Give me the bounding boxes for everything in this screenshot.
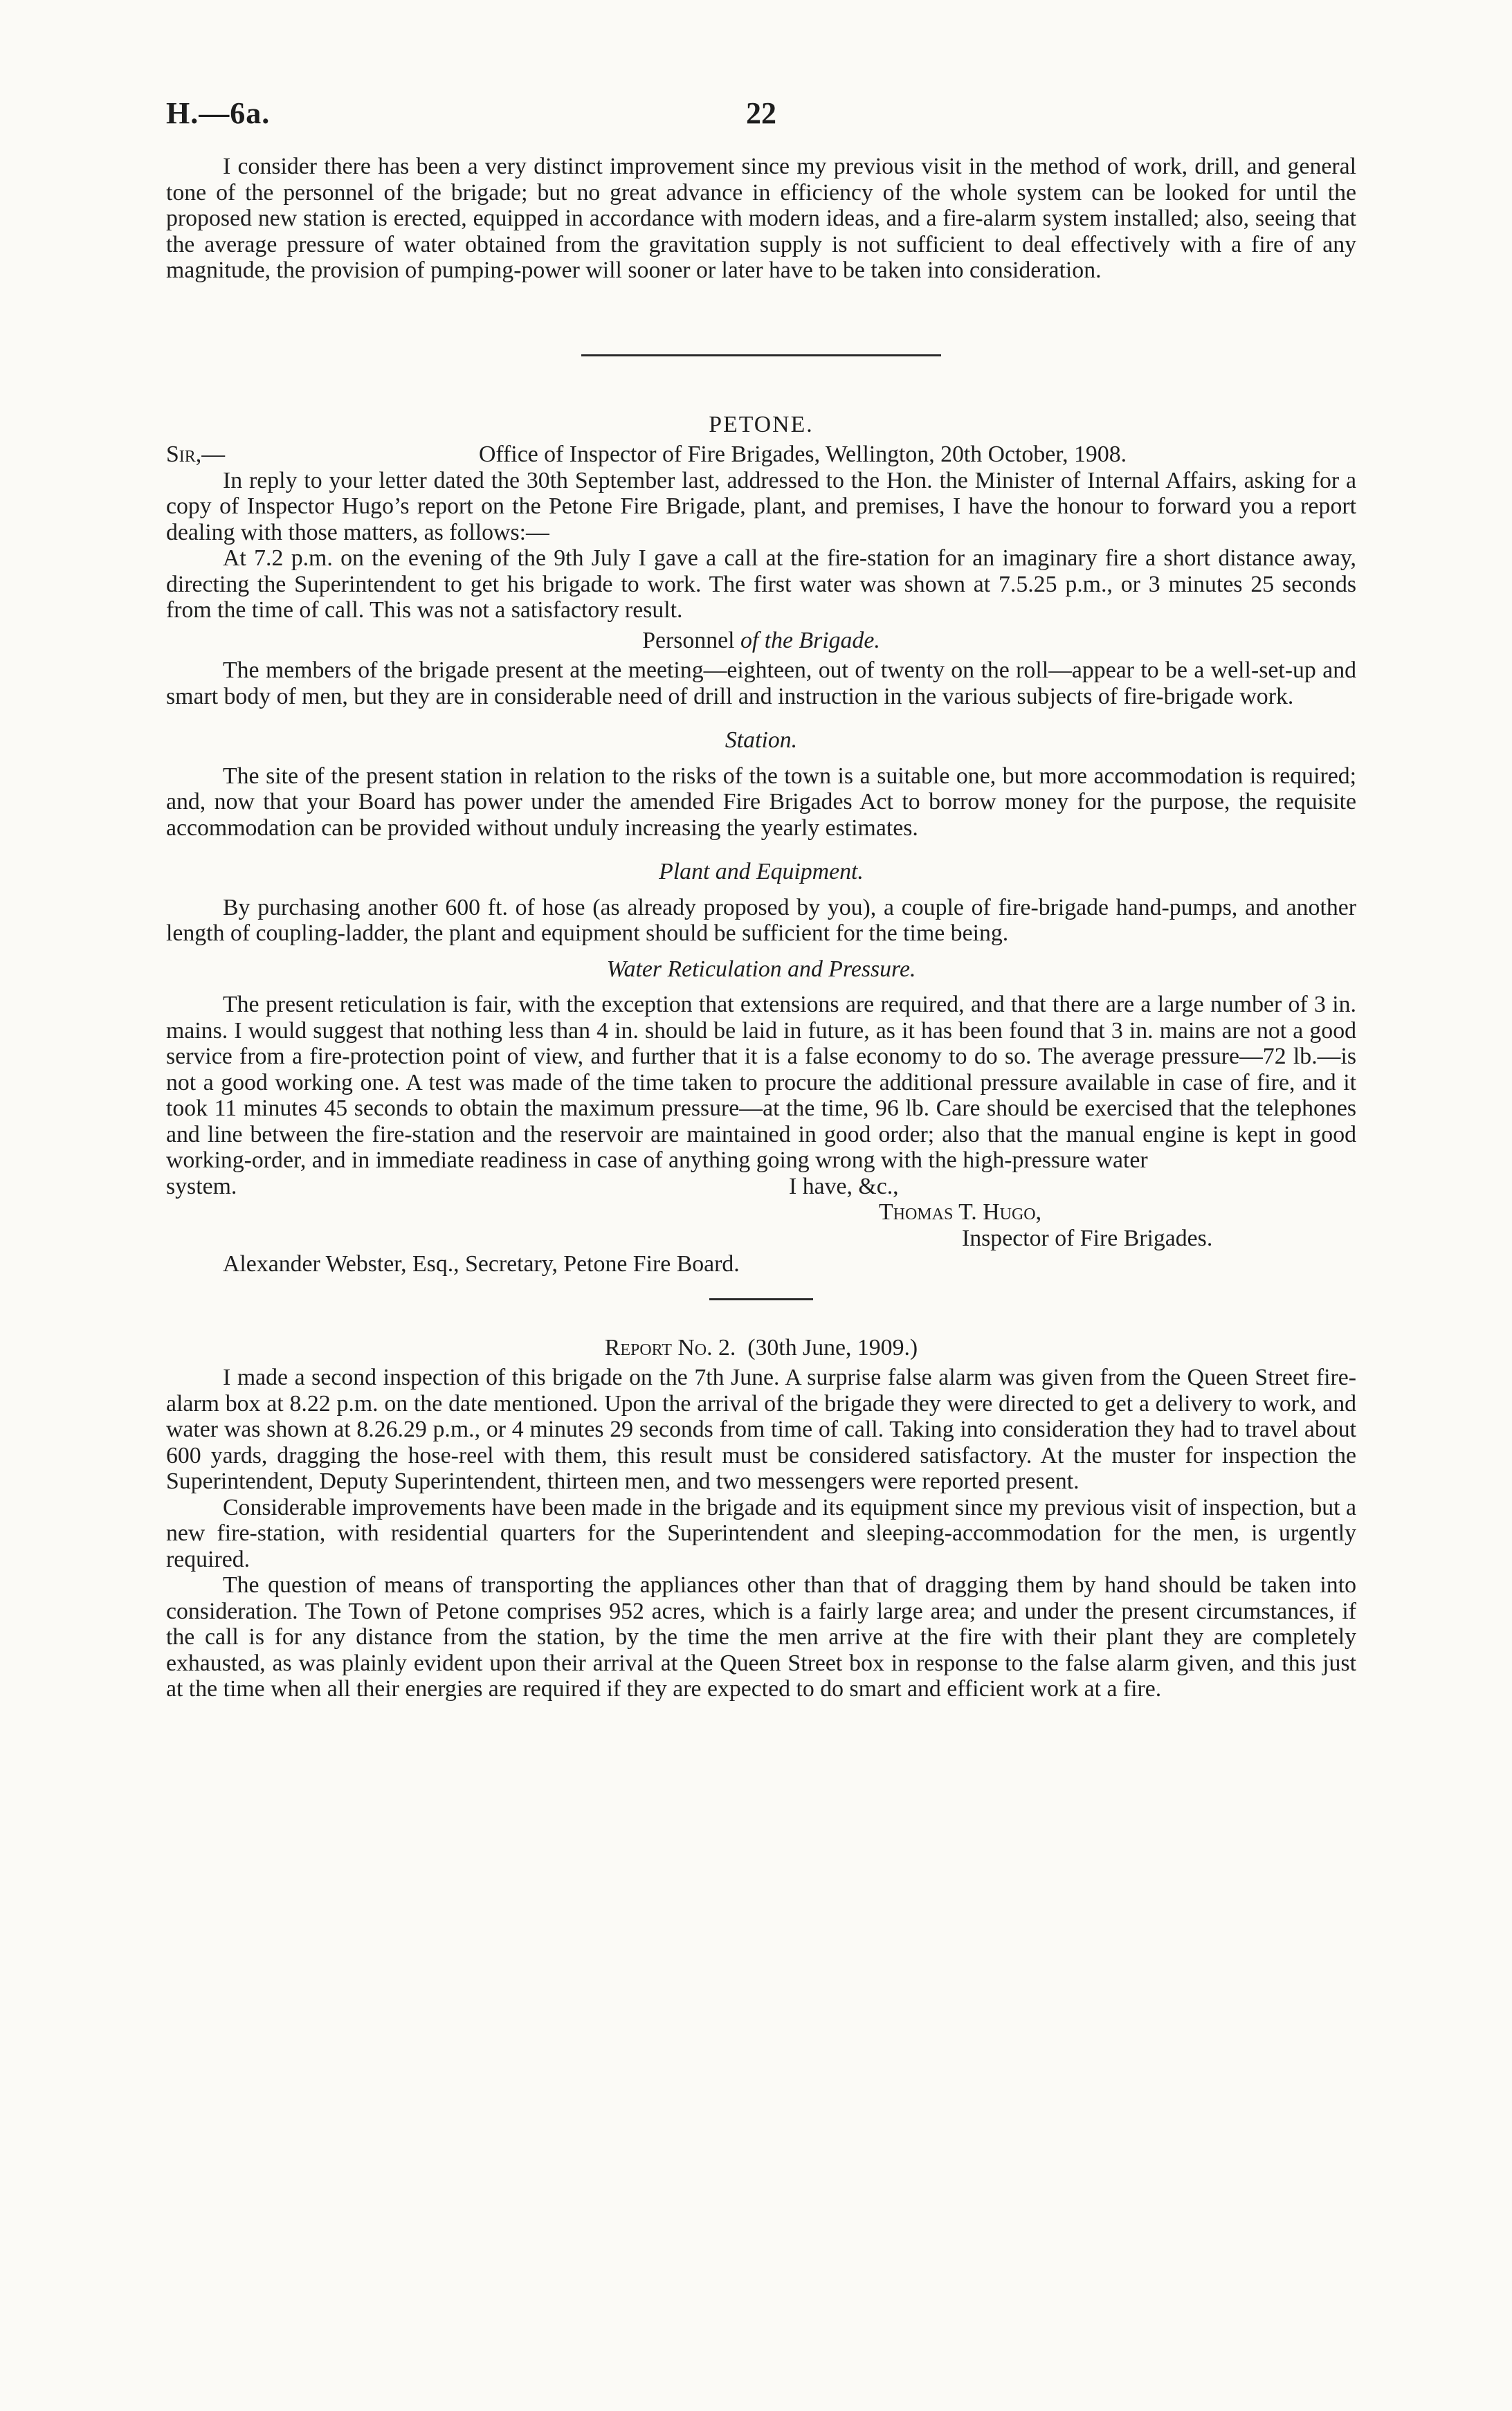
page-header: [166, 95, 1356, 137]
letter-dateline: [166, 442, 1356, 468]
report-2-paragraph-3: The question of means of transporting the appliances other than that of dragging them by hand should be taken into consideration. The Town of Petone comprises 952 acres, which is a fairly large area; and under the present circumstances, if the call is for any distance from the station, by the time the men arrive at the fire with their plant they are completely exhausted, as was plainly evident upon their arrival at the Queen Street box in response to the false alarm given, and this just at the time when all their energies are required if they are expected to do smart and efficient work at a fire.: [166, 1572, 1356, 1702]
addressee-line: Alexander Webster, Esq., Secretary, Petone Fire Board.: [223, 1251, 740, 1277]
report-2-paragraph-2: Considerable improvements have been made in the brigade and its equipment since my previous visit of inspection, but a new fire-station, with residential quarters for the Superintendent and sleeping-accommodation for the men, is urgently required.: [166, 1494, 1356, 1572]
report-number: Report No. 2.: [604, 1334, 736, 1361]
page-number: 22: [746, 96, 776, 130]
section-divider-short: [709, 1298, 813, 1300]
section-title-petone: PETONE.: [709, 411, 814, 437]
office-line: Office of Inspector of Fire Brigades, Wellington, 20th October, 1908.: [479, 442, 1127, 467]
closing-phrase: I have, &c.,: [789, 1173, 899, 1199]
personnel-paragraph: The members of the brigade present at the meeting—eighteen, out of twenty on the roll—appear to be a well-set-up and smart body of men, but they are in considerable need of drill and instruction in the various subjects of fire-brigade work.: [166, 657, 1356, 709]
report-date: (30th June, 1909.): [747, 1334, 918, 1361]
heading-personnel-rest: of the Brigade.: [740, 627, 880, 653]
plant-paragraph: By purchasing another 600 ft. of hose (as already proposed by you), a couple of fire-brigade hand-pumps, and another length of coupling-ladder, the plant and equipment should be sufficient for the time being.: [166, 894, 1356, 946]
closing-line: [166, 1174, 1356, 1200]
water-paragraph: The present reticulation is fair, with the exception that extensions are required, and that there are a large number of 3 in. mains. I would suggest that nothing less than 4 in. should be laid in future, as it has been found that 3 in. mains are not a good service from a fire-protection point of view, and further that it is a false economy to do so. The average pressure—72 lb.—is not a good working one. A test was made of the time taken to procure the additional pressure available in case of fire, and it took 11 minutes 45 seconds to obtain the maximum pressure—at the time, 96 lb. Care should be exercised that the telephones and line between the fire-station and the reservoir are maintained in good order; also that the manual engine is kept in good working-order, and in immediate readiness in case of anything going wrong with the high-pressure water: [166, 992, 1356, 1173]
heading-station: Station.: [725, 727, 798, 753]
water-paragraph-end: system.: [166, 1173, 237, 1199]
call-paragraph: At 7.2 p.m. on the evening of the 9th July I gave a call at the fire-station for an imaginary fire a short distance away, directing the Superintendent to get his brigade to work. The first water was shown at 7.5.25 p.m., or 3 minutes 25 seconds from the time of call. This was not a satisfactory result.: [166, 545, 1356, 623]
heading-personnel-word: Personnel: [642, 627, 735, 653]
signer-name: Thomas T. Hugo,: [879, 1199, 1042, 1225]
report-2-paragraph-1: I made a second inspection of this brigade on the 7th June. A surprise false alarm was given from the Queen Street fire-alarm box at 8.22 p.m. on the date mentioned. Upon the arrival of the brigade they were directed to get a delivery to work, and water was shown at 8.26.29 p.m., or 4 minutes 29 seconds from time of call. Taking into consideration they had to travel about 600 yards, dragging the hose-reel with them, this result must be considered satisfactory. At the muster for inspection the Superintendent, Deputy Superintendent, thirteen men, and two messengers were reported present.: [166, 1365, 1356, 1494]
intro-paragraph: I consider there has been a very distinct improvement since my previous visit in the method of work, drill, and general tone of the personnel of the brigade; but no great advance in efficiency of the whole system can be looked for until the proposed new station is erected, equipped in accordance with modern ideas, and a fire-alarm system installed; also, seeing that the average pressure of water obtained from the gravitation supply is not sufficient to deal effectively with a fire of any magnitude, the provision of pumping-power will sooner or later have to be taken into consideration.: [166, 154, 1356, 283]
document-code: H.—6a.: [166, 96, 271, 130]
section-divider: [581, 354, 941, 356]
signer-title: Inspector of Fire Brigades.: [962, 1225, 1213, 1251]
heading-plant: Plant and Equipment.: [659, 859, 864, 884]
salutation: Sir,—: [166, 442, 226, 467]
heading-water: Water Reticulation and Pressure.: [606, 956, 916, 982]
station-paragraph: The site of the present station in relation to the risks of the town is a suitable one, but more accommodation is required; and, now that your Board has power under the amended Fire Brigades Act to borrow money for the purpose, the requisite accommodation can be provided without unduly increasing the yearly estimates.: [166, 763, 1356, 841]
document-body: [166, 154, 1356, 1702]
report-2-heading: [166, 1335, 1356, 1361]
reply-paragraph: In reply to your letter dated the 30th September last, addressed to the Hon. the Minister of Internal Affairs, asking for a copy of Inspector Hugo’s report on the Petone Fire Brigade, plant, and premises, I have the honour to forward you a report dealing with those matters, as follows:—: [166, 467, 1356, 545]
heading-personnel: [166, 628, 1356, 654]
